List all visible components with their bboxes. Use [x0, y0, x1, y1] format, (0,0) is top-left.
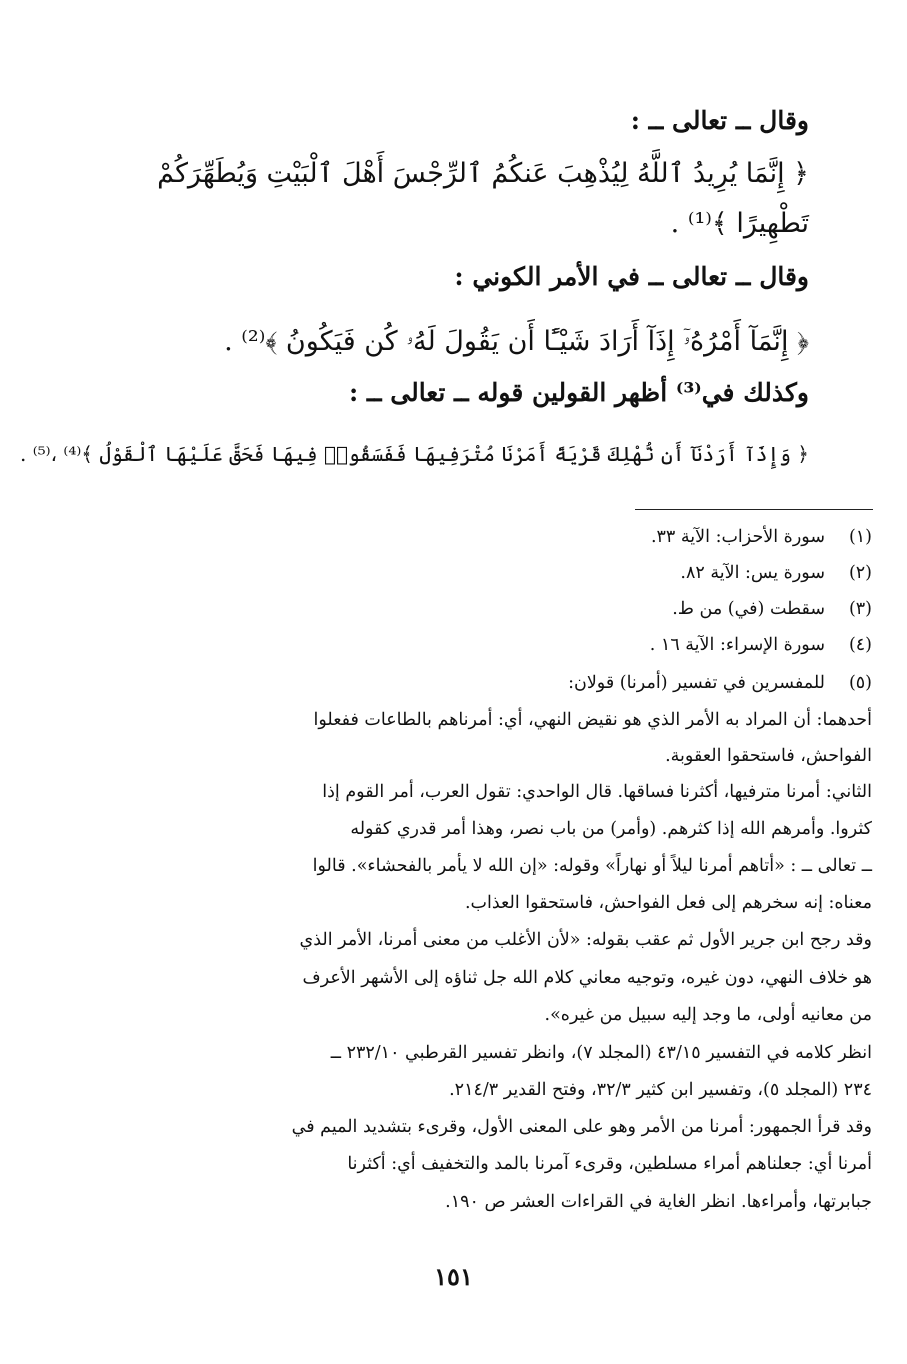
footnote-text-1: سورة الأحزاب: الآية ٣٣. [650, 527, 825, 547]
footnote5-line-10: انظر كلامه في التفسير ٤٣/١٥ (المجلد ٧)، وانظر تفسير القرطبي ٢٣٢/١٠ ــ [330, 1043, 872, 1063]
footnote5-line-7: وقد رجح ابن جرير الأول ثم عقب بقوله: «لأن الأغلب من معنى أمرنا، الأمر الذي [299, 930, 872, 950]
footnote-number-3: (٣) [848, 599, 872, 619]
footnote5-line-9: من معانيه أولى، ما وجد إليه سبيل من غيره». [544, 1005, 872, 1025]
footnote-text-5: للمفسرين في تفسير (أمرنا) قولان: [568, 673, 825, 693]
quran-verse-line-3: ﴿ إِنَّمَآ أَمْرُهُۥٓ إِذَآ أَرَادَ شَيْـًٔا أَن يَقُولَ لَهُۥ كُن فَيَكُونُ ﴾⁽²⁾ . [224, 326, 809, 357]
page-number: ١٥١ [434, 1262, 473, 1291]
footnote5-line-2: الفواحش، فاستحقوا العقوبة. [665, 746, 872, 766]
footnote-separator [635, 509, 873, 510]
footnote-number-4: (٤) [848, 635, 872, 655]
footnote5-line-4: كثروا. وأمرهم الله إذا كثرهم. (وأمر) من باب نصر، وهذا أمر قدري كقوله [350, 819, 872, 839]
quran-verse-line-1: ﴿ إِنَّمَا يُرِيدُ ٱللَّهُ لِيُذْهِبَ عَنكُمُ ٱلرِّجْسَ أَهْلَ ٱلْبَيْتِ وَيُطَهِّرَكُمْ [157, 158, 809, 189]
footnote5-line-13: أمرنا أي: جعلناهم أمراء مسلطين، وقرىء آمرنا بالمد والتخفيف أي: أكثرنا [347, 1154, 872, 1174]
footnote-text-3: سقطت (في) من ط. [672, 599, 825, 619]
footnote-text-2: سورة يس: الآية ٨٢. [680, 563, 825, 583]
footnote-number-2: (٢) [848, 563, 872, 583]
footnote5-line-5: ــ تعالى ــ : «أتاهم أمرنا ليلاً أو نهاراً» وقوله: «إن الله لا يأمر بالفحشاء». قالوا [312, 856, 872, 876]
footnote5-line-6: معناه: إنه سخرهم إلى فعل الفواحش، فاستحقوا العذاب. [464, 893, 872, 913]
quran-verse-line-2: تَطْهِيرًا ﴾⁽¹⁾ . [670, 208, 809, 239]
main-line-6: وكذلك في⁽³⁾ أظهر القولين قوله ــ تعالى ــ : [348, 378, 809, 407]
footnote-text-4: سورة الإسراء: الآية ١٦ . [649, 635, 825, 655]
footnote5-line-8: هو خلاف النهي، دون غيره، وتوجيه معاني كلام الله جل ثناؤه إلى الأشهر الأعرف [302, 968, 872, 988]
quran-verse-line-4: ﴿ وَإِذَآ أَرَدْنَآ أَن نُّهْلِكَ قَرْيَةً أَمَرْنَا مُتْرَفِيهَا فَفَسَقُوا۟ فِيهَا فَحَقَّ عَلَيْهَا ٱلْقَوْلُ ﴾⁽⁴⁾ ،⁽⁵⁾ . [20, 442, 809, 466]
main-line-4: وقال ــ تعالى ــ في الأمر الكوني : [454, 262, 809, 291]
footnote5-line-1: أحدهما: أن المراد به الأمر الذي هو نقيض النهي، أي: أمرناهم بالطاعات ففعلوا [313, 710, 872, 730]
footnote5-line-14: جبابرتها، وأمراءها. انظر الغاية في القراءات العشر ص ١٩٠. [445, 1192, 872, 1212]
footnote5-line-3: الثاني: أمرنا مترفيها، أكثرنا فساقها. قال الواحدي: تقول العرب، أمر القوم إذا [322, 782, 872, 802]
footnote5-line-11: ٢٣٤ (المجلد ٥)، وتفسير ابن كثير ٣٢/٣، وفتح القدير ٢١٤/٣. [449, 1080, 872, 1100]
footnote-number-5: (٥) [848, 673, 872, 693]
footnote5-line-12: وقد قرأ الجمهور: أمرنا من الأمر وهو على المعنى الأول، وقرىء بتشديد الميم في [291, 1117, 872, 1137]
footnote-number-1: (١) [848, 527, 872, 547]
main-line-1: وقال ــ تعالى ــ : [630, 106, 809, 135]
